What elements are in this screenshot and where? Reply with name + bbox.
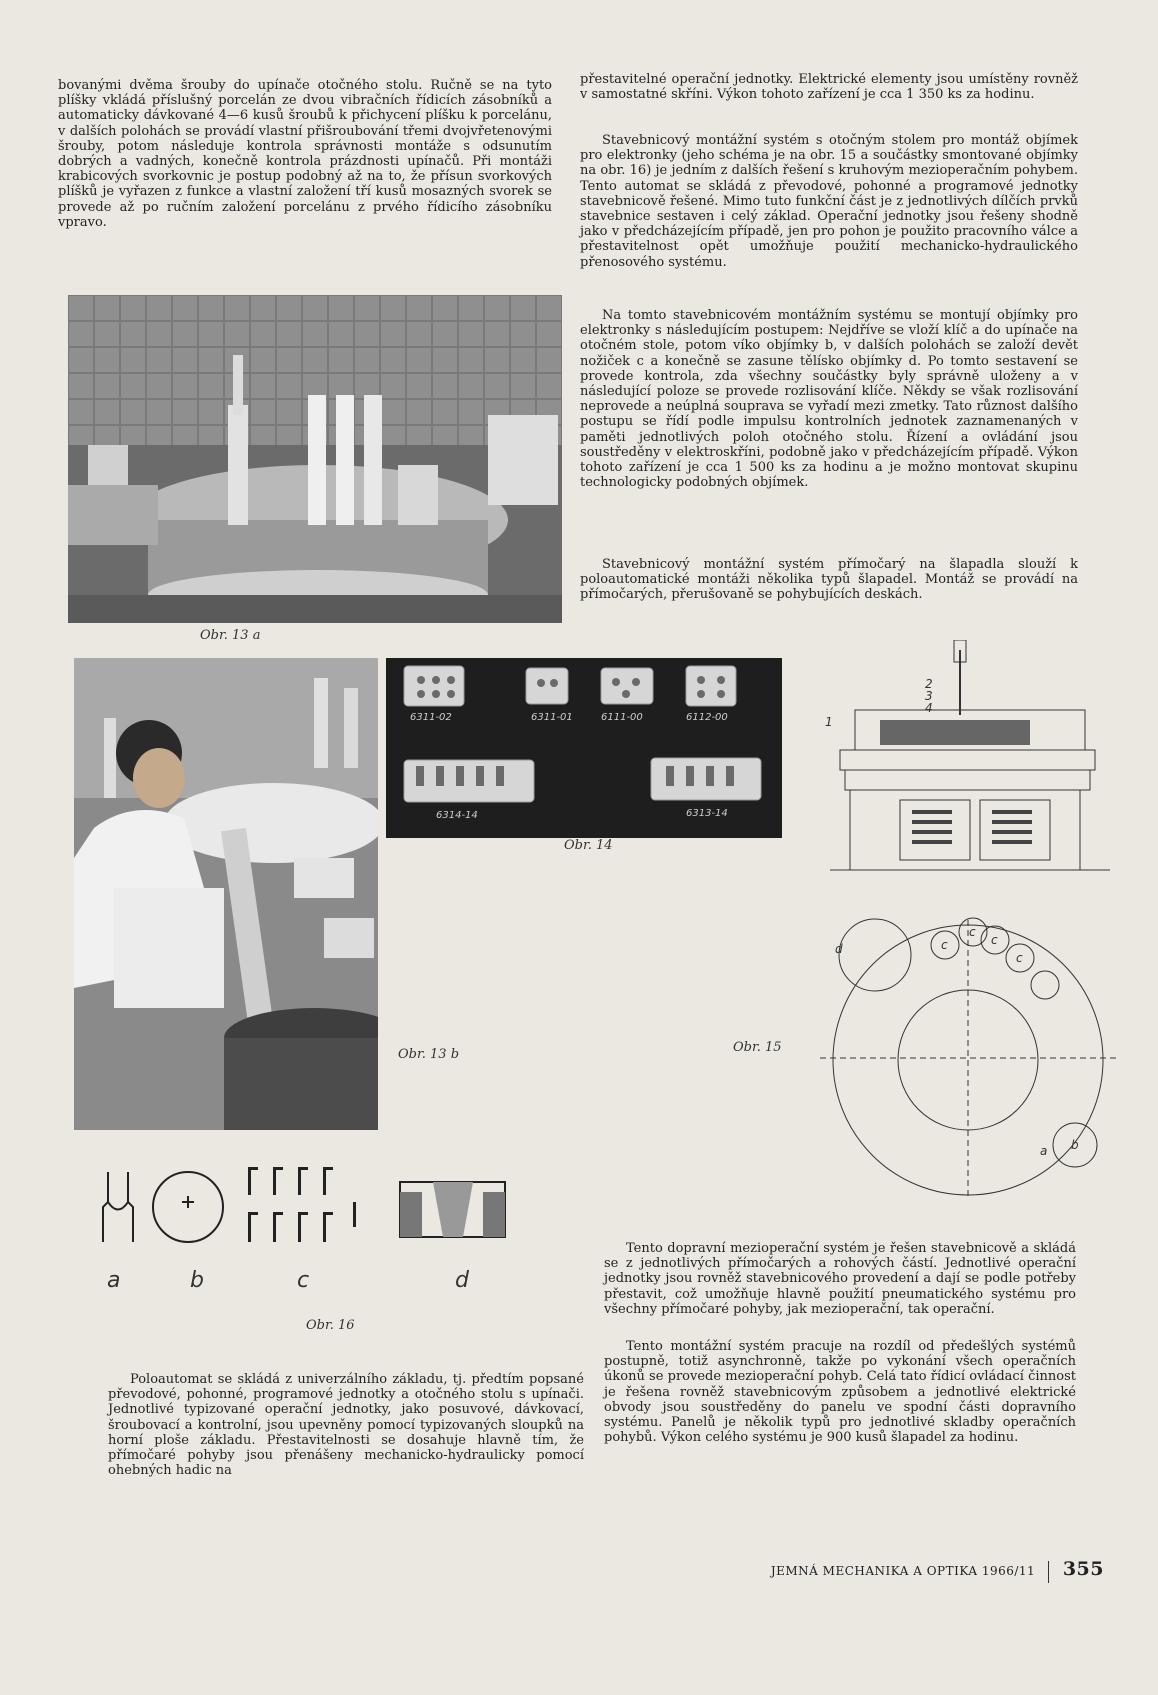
drawing-fig15: [820, 640, 1120, 1210]
page-footer: [771, 1558, 1104, 1583]
fig14-label-6: 6313-14: [686, 808, 728, 819]
fig16-label-d: d: [455, 1268, 469, 1293]
socket-6311-02: [404, 666, 464, 706]
socket-6112-00: [686, 666, 736, 706]
caption-fig16: Obr. 16: [306, 1318, 355, 1333]
photo-fig13a: [68, 295, 562, 623]
fig15-label-c2: c: [969, 925, 976, 939]
fig16-label-b: b: [190, 1268, 204, 1293]
paragraph-col2-3: Na tomto stavebnicovém montážním systému se montují objímky pro elektronky s následujícím postupem: Nejdříve se vloží klíč a do upínače na otočném stole, potom víko objímky b, v dalších polohách se založí devět nožiček c a konečně se zasune tělísko objímky d. Po tomto sestavení se provede kontrola, zda všechny součástky byly správně uloženy a v následující poloze se provede rozlisování klíče. Někdy se však rozlisování neprovede a neúplná souprava se vyřadí mezi zmetky. Tato různost dalšího postupu se řídí podle impulsu kontrolních jednotek zaznamenaných v paměti jednotlivých poloh otočného stolu. Řízení a ovládání jsou soustředěny v elektroskříni, podobně jako v předcházejícím případě. Výkon tohoto zařízení je cca 1 500 ks za hodinu a je možno montovat skupinu technologicky podobných objímek.: [580, 308, 1078, 491]
photo-fig13b-art: [74, 658, 378, 1130]
paragraph-bottom-right-2: Tento montážní systém pracuje na rozdíl od předešlých systémů postupně, totiž asynchronně, takže po vykonání všech operačních úkonů se provede mezioperační pohyb. Celá tato řídicí ovládací činnost je řešena rovněž stavebnicovým způsobem a jednotlivé elektrické obvody jsou soustředěny do panelu ve spodní části dopravního systému. Panelů je několik typů pro jednotlivé skladby operačních pohybů. Výkon celého systému je 900 kusů šlapadel za hodinu.: [604, 1339, 1076, 1446]
socket-6311-01: [526, 668, 568, 704]
fig15-label-2: 2: [925, 677, 933, 691]
socket-6111-00: [601, 668, 653, 704]
caption-fig13a: Obr. 13 a: [200, 628, 261, 643]
paragraph-col2-2: Stavebnicový montážní systém s otočným stolem pro montáž objímek pro elektronky (jeho schéma je na obr. 15 a součástky smontované objímky na obr. 16) je jedním z dalších řešení s kruhovým mezioperačním pohybem. Tento automat se skládá z převodové, pohonné a programové jednotky stavebnicově řešené. Mimo tuto funkční část je z jednotlivých dílčích prvků stavebnice sestaven i celý základ. Operační jednotky jsou řešeny shodně jako v předcházejícím případě, jen pro pohon je použito pracovního válce a přestavitelnost opět umožňuje použití mechanicko-hydraulického přenosového systému.: [580, 133, 1078, 270]
fig16-label-c: c: [297, 1268, 310, 1293]
paragraph-bottom-right-1: Tento dopravní mezioperační systém je řešen stavebnicově a skládá se z jednotlivých přímočarých a rohových částí. Jednotlivé operační jednotky jsou rovněž stavebnicového provedení a dají se podle potřeby přestavit, což umožňuje hlavně použití pneumatického systému pro všechny přímočaré pohyby, jak mezioperační, tak operační.: [604, 1241, 1076, 1317]
fig16-pins-c: [248, 1167, 356, 1242]
fig15-label-c4: c: [1016, 951, 1023, 965]
fig16-key-a: [103, 1172, 133, 1242]
fig15-label-3: 3: [925, 689, 933, 703]
fig15-label-a: a: [1040, 1144, 1048, 1158]
fig15-label-c1: c: [941, 938, 948, 952]
paragraph-col1-top: bovanými dvěma šrouby do upínače otočného stolu. Ručně se na tyto plíšky vkládá příslušný porcelán ze dvou vibračních řídicích zásobníků a automaticky dávkované 4—6 kusů šroubů k přichycení plíšku k porcelánu, v dalších polohách se provádí vlastní přišroubování třemi dvojvřetenovými šrouby, potom následuje kontrola správnosti montáže s odsunutím dobrých a vadných, konečně kontrola prázdnosti upínačů. Při montáži krabicových svorkovnic je postup podobný až na to, že přísun svorkových plíšků je vyřazen z funkce a vlastní založení tří kusů mosazných svorek se provede až po ručním založení porcelánu z prvého řídicího zásobníku vpravo.: [58, 78, 552, 230]
photo-fig13b: [74, 658, 378, 1130]
fig14-label-3: 6111-00: [601, 712, 643, 723]
photo-fig14-art: [386, 658, 782, 838]
fig15-label-4: 4: [925, 701, 933, 715]
fig14-label-4: 6112-00: [686, 712, 728, 723]
fig14-label-2: 6311-01: [531, 712, 573, 723]
fig15-label-d: d: [835, 942, 843, 956]
drawing-fig15-art: [820, 640, 1120, 1210]
drawing-fig16-art: [98, 1162, 518, 1258]
paragraph-col2-4: Stavebnicový montážní systém přímočarý na šlapadla slouží k poloautomatické montáži několika typů šlapadel. Montáž se provádí na přímočarých, přerušovaně se pohybujících deskách.: [580, 557, 1078, 603]
photo-fig14: [386, 658, 782, 838]
fig15-label-c3: c: [991, 933, 998, 947]
fig15-label-b: b: [1071, 1138, 1079, 1152]
fig16-label-a: a: [107, 1268, 121, 1293]
paragraph-bottom-left: Poloautomat se skládá z univerzálního základu, tj. předtím popsané převodové, pohonné, programové jednotky a otočného stolu s upínači. Jednotlivé typizované operační jednotky, jako posuvové, dávkovací, šroubovací a kontrolní, jsou upevněny pomocí typizovaných sloupků na horní ploše základu. Přestavitelnosti se dosahuje hlavně tím, že přímočaré pohyby jsou přenášeny mechanicko-hydraulicky pomocí ohebných hadic na: [108, 1372, 584, 1479]
drawing-fig16: [98, 1162, 518, 1258]
footer-separator: [1048, 1561, 1049, 1583]
journal-name: JEMNÁ MECHANIKA A OPTIKA 1966/11: [770, 1564, 1036, 1578]
fig16-body-d: [400, 1182, 505, 1237]
fig14-label-5: 6314-14: [436, 810, 478, 821]
caption-fig15: Obr. 15: [733, 1040, 782, 1055]
caption-fig14: Obr. 14: [564, 838, 613, 853]
photo-fig13a-art: [68, 295, 562, 623]
page-number: 355: [1062, 1558, 1104, 1580]
paragraph-col2-1: přestavitelné operační jednotky. Elektrické elementy jsou umístěny rovněž v samostatné skříni. Výkon tohoto zařízení je cca 1 350 ks za hodinu.: [580, 72, 1078, 103]
fig14-label-1: 6311-02: [410, 712, 452, 723]
fig15-label-1: 1: [825, 715, 833, 729]
caption-fig13b: Obr. 13 b: [398, 1047, 460, 1062]
